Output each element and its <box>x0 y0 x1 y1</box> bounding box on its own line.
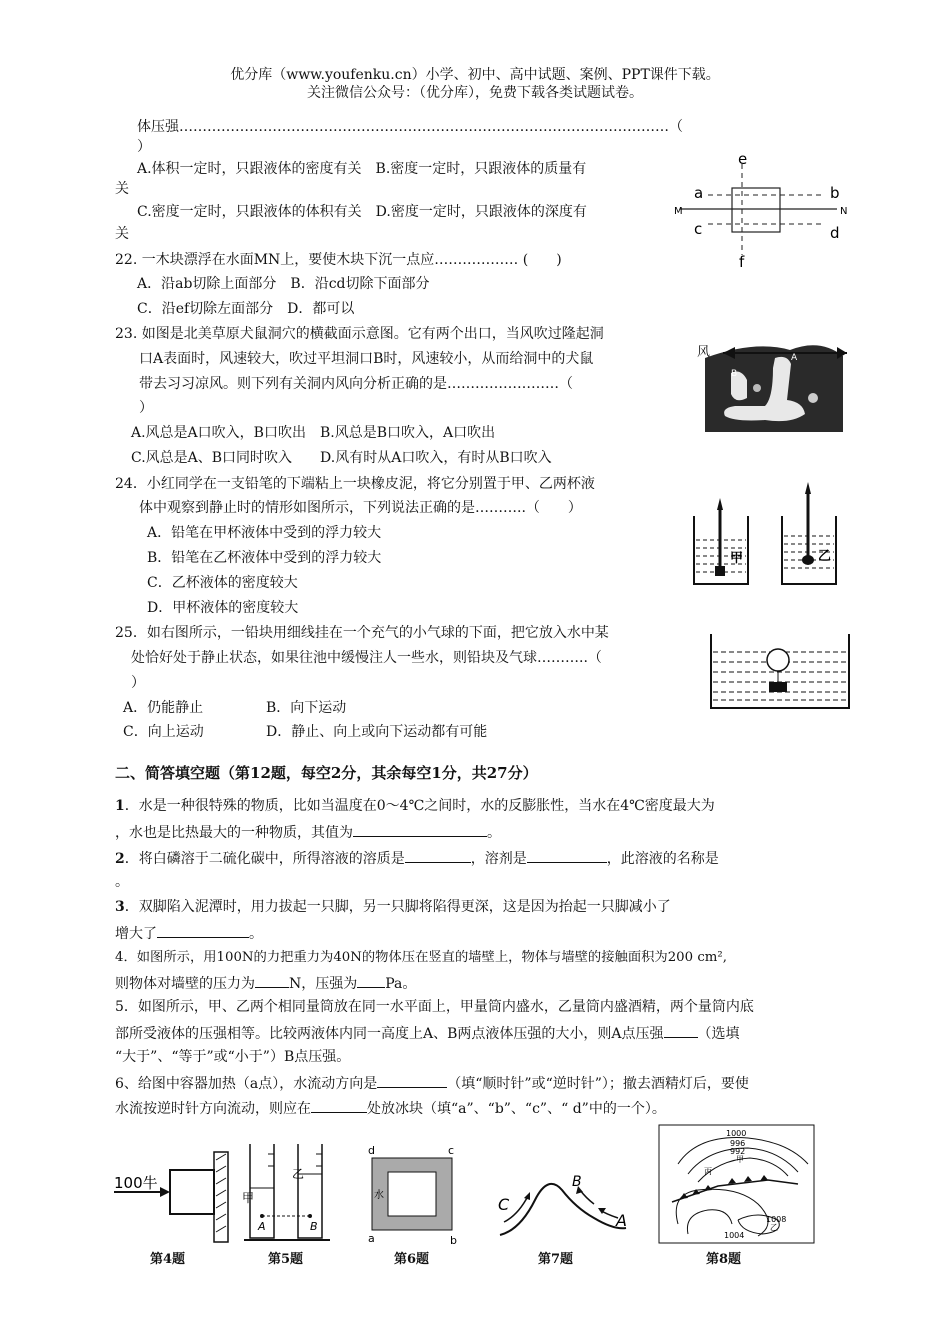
fig5-yi: 乙 <box>292 1167 305 1181</box>
q24-line-1: 24．小红同学在一支铅笔的下端粘上一块橡皮泥，将它分别置于甲、乙两杯液 <box>115 476 595 492</box>
f2-text-b: ，溶剂是 <box>470 851 527 867</box>
f6-blank-ice[interactable] <box>311 1098 367 1113</box>
q24-option-b: B．铅笔在乙杯液体中受到的浮力较大 <box>147 550 382 566</box>
f5-text-a: 部所受液体的压强相等。比较两液体内同一高度上A、B两点液体压强的大小，则A点压强 <box>115 1026 664 1042</box>
q22-figure <box>672 150 852 270</box>
fig6-c: c <box>448 1144 455 1157</box>
f3-text-b: 。 <box>249 926 263 942</box>
q21-paren: ） <box>137 139 151 155</box>
f5-text-b: （选填 <box>697 1026 740 1042</box>
f6-text-a: 6、给图中容器加热（a点），水流动方向是 <box>115 1076 378 1092</box>
q22-fig-n: N <box>840 206 848 217</box>
fig5-figure <box>240 1140 335 1245</box>
f1-number: 1 <box>115 798 125 814</box>
f5-blank[interactable] <box>664 1023 698 1038</box>
q23-line-2: 口A表面时，风速较大，吹过平坦洞口B时，风速较小，从而给洞中的犬鼠 <box>139 351 594 367</box>
f3-line-1: ．双脚陷入泥潭时，用力拔起一只脚，另一只脚将陷得更深，这是因为抬起一只脚减小了 <box>124 899 671 915</box>
fig8-p992: 992 <box>730 1147 746 1156</box>
q25-line-1: 25．如右图所示，一铅块用细线挂在一个充气的小气球的下面，把它放入水中某 <box>115 625 609 641</box>
q24-figure <box>690 480 850 588</box>
q24-option-a: A．铅笔在甲杯液体中受到的浮力较大 <box>147 525 382 541</box>
fig7-a: A <box>616 1211 627 1230</box>
q24-fig-jia: 甲 <box>730 551 744 566</box>
q21-option-ab: A.体积一定时，只跟液体的密度有关 B.密度一定时，只跟液体的质量有 <box>137 161 587 177</box>
f1-line-2-end: 。 <box>487 825 501 841</box>
fig6-figure <box>362 1140 462 1246</box>
section-2-title: 二、简答填空题（第12题，每空2分，其余每空1分，共27分） <box>115 764 538 782</box>
f6-text-c: 水流按逆时针方向流动，则应在 <box>115 1101 311 1117</box>
header-line-1: 优分库（www.youfenku.cn）小学、初中、高中试题、案例、PPT课件下载。 <box>230 67 720 83</box>
f2-number: 2 <box>115 851 125 867</box>
fig7-c: C <box>498 1195 510 1214</box>
fig6-caption: 第6题 <box>394 1252 430 1267</box>
f1-line-2: ，水也是比热最大的一种物质，其值为 <box>115 825 353 841</box>
f4-blank-pressure[interactable] <box>357 973 385 988</box>
fig4-force-label: 100牛 <box>114 1174 158 1192</box>
f2-line-2: 。 <box>115 874 129 890</box>
fig4-figure <box>110 1150 235 1245</box>
q22-fig-m: M <box>674 206 683 217</box>
q22-fig-f: f <box>739 253 745 270</box>
q22-fig-e: e <box>738 150 748 168</box>
q21-option-cd-cont: 关 <box>115 226 129 242</box>
fig5-b: B <box>310 1220 318 1233</box>
fig6-b: b <box>450 1234 457 1246</box>
q25-option-c: C．向上运动 <box>123 724 204 740</box>
q23-figure <box>695 328 855 434</box>
f6-text-d: 处放冰块（填“a”、“b”、“c”、“ d”中的一个）。 <box>367 1101 666 1117</box>
q23-line-3: 带去习习凉风。则下列有关洞内风向分析正确的是……………………（ <box>139 376 573 392</box>
fig7-b: B <box>572 1174 582 1190</box>
fig7-caption: 第7题 <box>538 1252 574 1267</box>
fig8-p1000: 1000 <box>726 1129 747 1138</box>
q22-stem: 22. 一木块漂浮在水面MN上，要使木块下沉一点应……………… ( ) <box>115 252 562 268</box>
q22-fig-a: a <box>694 184 704 202</box>
f4-text-c: Pa。 <box>385 976 417 992</box>
q22-fig-c: c <box>694 220 703 238</box>
q23-options-cd: C.风总是A、B口同时吹入 D.风有时从A口吹入，有时从B口吹入 <box>131 450 552 466</box>
fig4-caption: 第4题 <box>150 1252 186 1267</box>
q24-line-2: 体中观察到静止时的情形如图所示，下列说法正确的是………..（ ） <box>139 500 582 516</box>
fig5-a: A <box>258 1220 266 1233</box>
fig6-a: a <box>368 1232 375 1245</box>
f4-text-b: N，压强为 <box>289 976 358 992</box>
q23-fig-a: A <box>791 353 798 363</box>
f2-text-c: ，此溶液的名称是 <box>606 851 719 867</box>
fig6-d: d <box>368 1144 375 1157</box>
f2-text-a: ．将白磷溶于二硫化碳中，所得溶液的溶质是 <box>124 851 405 867</box>
q21-option-ab-cont: 关 <box>115 181 129 197</box>
fig8-p996: 996 <box>730 1139 746 1148</box>
header-line-2: 关注微信公众号：（优分库），免费下载各类试题试卷。 <box>307 85 643 101</box>
f2-blank-solvent[interactable] <box>527 848 607 863</box>
q25-line-2: 处恰好处于静止状态，如果往池中缓慢注人一些水，则铅块及气球………..（ <box>131 650 602 666</box>
fig8-caption: 第8题 <box>706 1252 742 1267</box>
f5-line-3: “大于”、“等于”或“小于”）B点压强。 <box>115 1049 351 1065</box>
q23-fig-b: B <box>731 369 738 379</box>
q25-figure <box>705 628 855 712</box>
f6-blank-direction[interactable] <box>377 1073 447 1088</box>
fig5-jia: 甲 <box>242 1191 255 1205</box>
f2-blank-solute[interactable] <box>405 848 471 863</box>
f3-blank[interactable] <box>157 923 249 938</box>
q24-option-d: D．甲杯液体的密度较大 <box>147 600 299 616</box>
f3-number: 3 <box>115 899 125 915</box>
q24-option-c: C．乙杯液体的密度较大 <box>147 575 298 591</box>
f4-blank-force[interactable] <box>255 973 289 988</box>
fig8-jia: 甲 <box>736 1155 744 1164</box>
fig8-bing: 丙 <box>704 1167 712 1176</box>
fig6-water: 水 <box>374 1190 384 1201</box>
f4-text-a: 则物体对墙壁的压力为 <box>115 976 255 992</box>
fig8-p1008: 1008 <box>766 1215 787 1224</box>
q23-options-ab: A.风总是A口吹入，B口吹出 B.风总是B口吹入，A口吹出 <box>131 425 496 441</box>
fig8-yi: 乙 <box>770 1223 778 1232</box>
f4-line-1: 4．如图所示，用100N的力把重力为40N的物体压在竖直的墙壁上，物体与墙壁的接触面积为200 cm², <box>115 950 727 965</box>
q25-option-a: A．仍能静止 <box>123 700 204 716</box>
q22-options-ab: A．沿ab切除上面部分 B．沿cd切除下面部分 <box>137 276 430 292</box>
q25-paren: ） <box>131 675 145 691</box>
f3-text-a: 增大了 <box>115 926 157 942</box>
fig8-figure <box>658 1124 818 1246</box>
q24-fig-yi: 乙 <box>818 549 832 564</box>
q23-line-1: 23. 如图是北美草原犬鼠洞穴的横截面示意图。它有两个出口，当风吹过隆起洞 <box>115 326 604 342</box>
fig7-figure <box>490 1160 630 1245</box>
q22-options-cd: C．沿ef切除左面部分 D．都可以 <box>137 301 355 317</box>
q23-fig-wind: 风 <box>697 345 711 360</box>
q22-fig-b: b <box>830 184 840 202</box>
f6-text-b: （填“顺时针”或“逆时针”）；撤去酒精灯后，要使 <box>447 1076 749 1092</box>
fig5-caption: 第5题 <box>268 1252 304 1267</box>
f5-line-1: 5．如图所示，甲、乙两个相同量筒放在同一水平面上，甲量筒内盛水，乙量筒内盛酒精，两个量筒内底 <box>115 999 754 1015</box>
q21-stem: 体压强……………………………………………………………………………………………（ <box>137 119 683 135</box>
q21-option-cd: C.密度一定时，只跟液体的体积有关 D.密度一定时，只跟液体的深度有 <box>137 204 587 220</box>
fig8-p1004: 1004 <box>724 1231 745 1240</box>
q23-paren: ） <box>139 400 153 416</box>
f1-blank[interactable] <box>353 822 487 837</box>
q25-option-b: B．向下运动 <box>266 700 347 716</box>
q25-option-d: D．静止、向上或向下运动都有可能 <box>266 724 488 740</box>
q22-fig-d: d <box>830 224 840 242</box>
f1-line-1: ．水是一种很特殊的物质，比如当温度在0～4℃之间时，水的反膨胀性，当水在4℃密度最大为 <box>124 798 715 814</box>
